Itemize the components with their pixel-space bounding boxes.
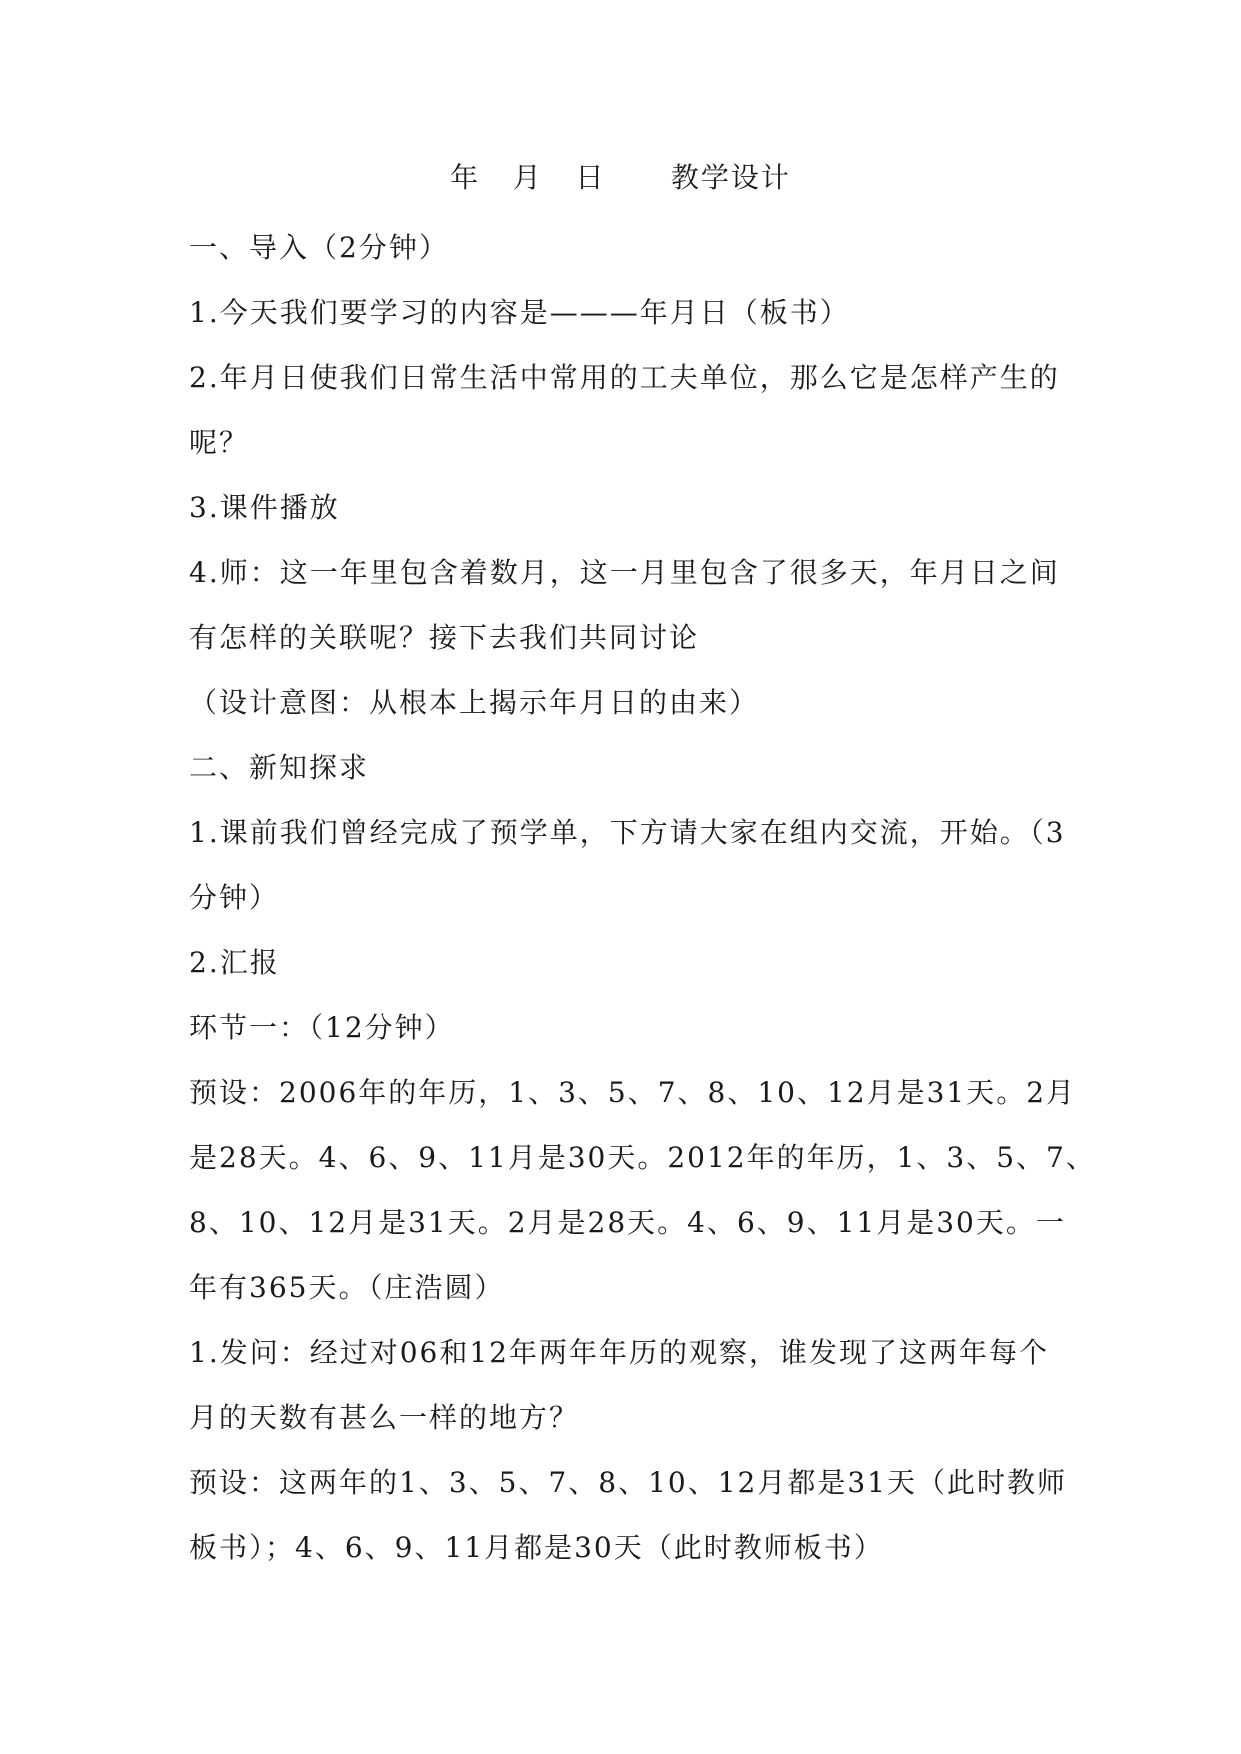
paragraph-line: 是28天。4、6、9、11月是30天。2012年的年历，1、3、5、7、 — [189, 1141, 1096, 1174]
paragraph-line: 呢？ — [189, 426, 250, 459]
paragraph-line: 1.今天我们要学习的内容是———年月日（板书） — [189, 296, 850, 329]
document-body — [189, 228, 1096, 1593]
paragraph-line: 3.课件播放 — [189, 491, 340, 524]
section-heading-explore: 二、新知探求 — [189, 751, 370, 784]
paragraph-line: 有怎样的关联呢？接下去我们共同讨论 — [189, 621, 700, 654]
section-heading-intro: 一、导入（2分钟） — [189, 231, 449, 264]
paragraph-line: 1.课前我们曾经完成了预学单，下方请大家在组内交流，开始。（3 — [189, 816, 1066, 849]
paragraph-line: 2.年月日使我们日常生活中常用的工夫单位，那么它是怎样产生的 — [189, 361, 1060, 394]
paragraph-line: 8、10、12月是31天。2月是28天。4、6、9、11月是30天。一 — [189, 1206, 1066, 1239]
design-intent-note: （设计意图：从根本上揭示年月日的由来） — [189, 686, 760, 719]
paragraph-line: 月的天数有甚么一样的地方？ — [189, 1401, 580, 1434]
paragraph-line: 板书）；4、6、9、11月都是30天（此时教师板书） — [189, 1531, 884, 1564]
paragraph-line: 年有365天。（庄浩圆） — [189, 1271, 505, 1304]
paragraph-line: 分钟） — [189, 881, 280, 914]
paragraph-line: 2.汇报 — [189, 946, 280, 979]
paragraph-line: 4.师：这一年里包含着数月，这一月里包含了很多天，年月日之间 — [189, 556, 1060, 589]
paragraph-line: 预设：这两年的1、3、5、7、8、10、12月都是31天（此时教师 — [189, 1466, 1067, 1499]
subsection-heading: 环节一：（12分钟） — [189, 1011, 455, 1044]
document-title: 年 月 日 教学设计 — [450, 161, 791, 194]
paragraph-line: 1.发问：经过对06和12年两年年历的观察，谁发现了这两年每个 — [189, 1336, 1049, 1369]
paragraph-line: 预设：2006年的年历，1、3、5、7、8、10、12月是31天。2月 — [189, 1076, 1077, 1109]
